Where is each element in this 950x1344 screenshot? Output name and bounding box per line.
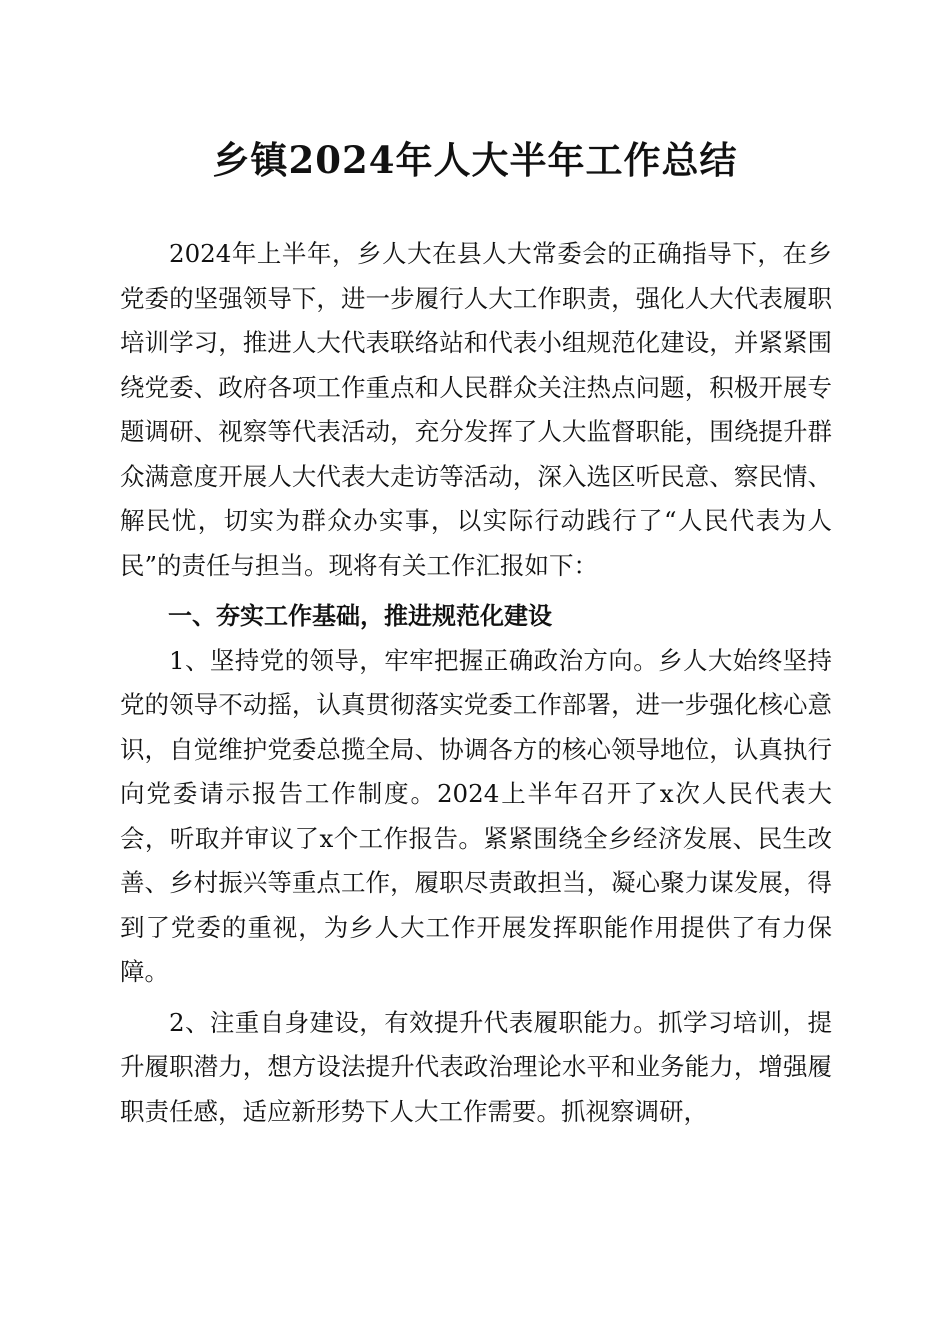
section-heading-1: 一、夯实工作基础，推进规范化建设 bbox=[168, 602, 552, 630]
item-2-paragraph: 2、注重自身建设，有效提升代表履职能力。抓学习培训，提升履职潜力，想方设法提升代表政治理论水平和业务能力，增强履职责任感，适应新形势下人大工作需要。抓视察调研， bbox=[120, 1007, 832, 1126]
intro-paragraph: 2024年上半年，乡人大在县人大常委会的正确指导下，在乡党委的坚强领导下，进一步履行人大工作职责，强化人大代表履职培训学习，推进人大代表联络站和代表小组规范化建设，并紧紧围绕党委、政府各项工作重点和人民群众关注热点问题，积极开展专题调研、视察等代表活动，充分发挥了人大监督职能，围绕提升群众满意度开展人大代表大走访等活动，深入选区听民意、察民情、解民忧，切实为群众办实事，以实际行动践行了“人民代表为人民”的责任与担当。现将有关工作汇报如下： bbox=[120, 239, 832, 580]
item-1-paragraph: 1、坚持党的领导，牢牢把握正确政治方向。乡人大始终坚持党的领导不动摇，认真贯彻落实党委工作部署，进一步强化核心意识，自觉维护党委总揽全局、协调各方的核心领导地位，认真执行向党委请示报告工作制度。2024上半年召开了x次人民代表大会，听取并审议了x个工作报告。紧紧围绕全乡经济发展、民生改善、乡村振兴等重点工作，履职尽责敢担当，凝心聚力谋发展，得到了党委的重视，为乡人大工作开展发挥职能作用提供了有力保障。 bbox=[120, 645, 832, 986]
document-body bbox=[120, 232, 832, 1134]
document-title: 乡镇2024年人大半年工作总结 bbox=[212, 138, 738, 182]
